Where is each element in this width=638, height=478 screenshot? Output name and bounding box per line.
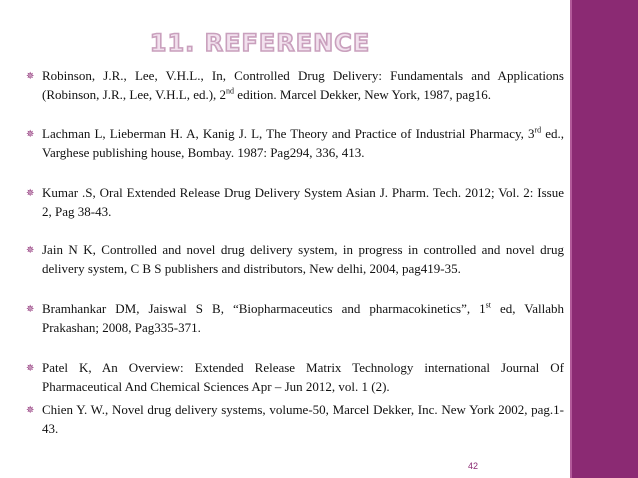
bullet-icon: ✵	[26, 71, 35, 82]
reference-text: Patel K, An Overview: Extended Release Matrix Technology international Journal Of Pharmaceutical And Chemical Sciences Apr – Jun 2012, vol. 1 (2).	[42, 360, 564, 394]
bullet-icon: ✵	[26, 245, 35, 256]
slide-title-text: 11. REFERENCE	[150, 29, 370, 57]
reference-item	[26, 183, 564, 221]
reference-item	[26, 66, 564, 104]
reference-item	[26, 299, 564, 337]
reference-text: Lachman L, Lieberman H. A, Kanig J. L, The Theory and Practice of Industrial Pharmacy, 3rd ed., Varghese publishing house, Bombay. 1987: Pag294, 336, 413.	[42, 125, 564, 160]
bullet-icon: ✵	[26, 188, 35, 199]
reference-item	[26, 240, 564, 278]
reference-text: Kumar .S, Oral Extended Release Drug Delivery System Asian J. Pharm. Tech. 2012; Vol. 2: Issue 2, Pag 38-43.	[42, 185, 564, 219]
reference-item	[26, 124, 564, 162]
reference-text: Bramhankar DM, Jaiswal S B, “Biopharmaceutics and pharmacokinetics”, 1st ed, Vallabh Prakashan; 2008, Pag335-371.	[42, 300, 564, 335]
bullet-icon: ✵	[26, 405, 35, 416]
reference-text: Chien Y. W., Novel drug delivery systems, volume-50, Marcel Dekker, Inc. New York 2002, pag.1-43.	[42, 402, 564, 436]
bullet-icon: ✵	[26, 363, 35, 374]
bullet-icon: ✵	[26, 129, 35, 140]
reference-item	[26, 358, 564, 396]
reference-text: Robinson, J.R., Lee, V.H.L., In, Controlled Drug Delivery: Fundamentals and Applications (Robinson, J.R., Lee, V.H.L, ed.), 2nd edition. Marcel Dekker, New York, 1987, pag16.	[42, 68, 564, 102]
reference-text: Jain N K, Controlled and novel drug delivery system, in progress in controlled and novel drug delivery system, C B S publishers and distributors, New delhi, 2004, pag419-35.	[42, 242, 564, 276]
slide-title	[150, 24, 370, 58]
page-number: 42	[468, 461, 479, 471]
slide-title-graphic	[150, 24, 370, 58]
reference-item	[26, 400, 564, 438]
bullet-icon: ✵	[26, 304, 35, 315]
side-accent-bar	[570, 0, 638, 478]
